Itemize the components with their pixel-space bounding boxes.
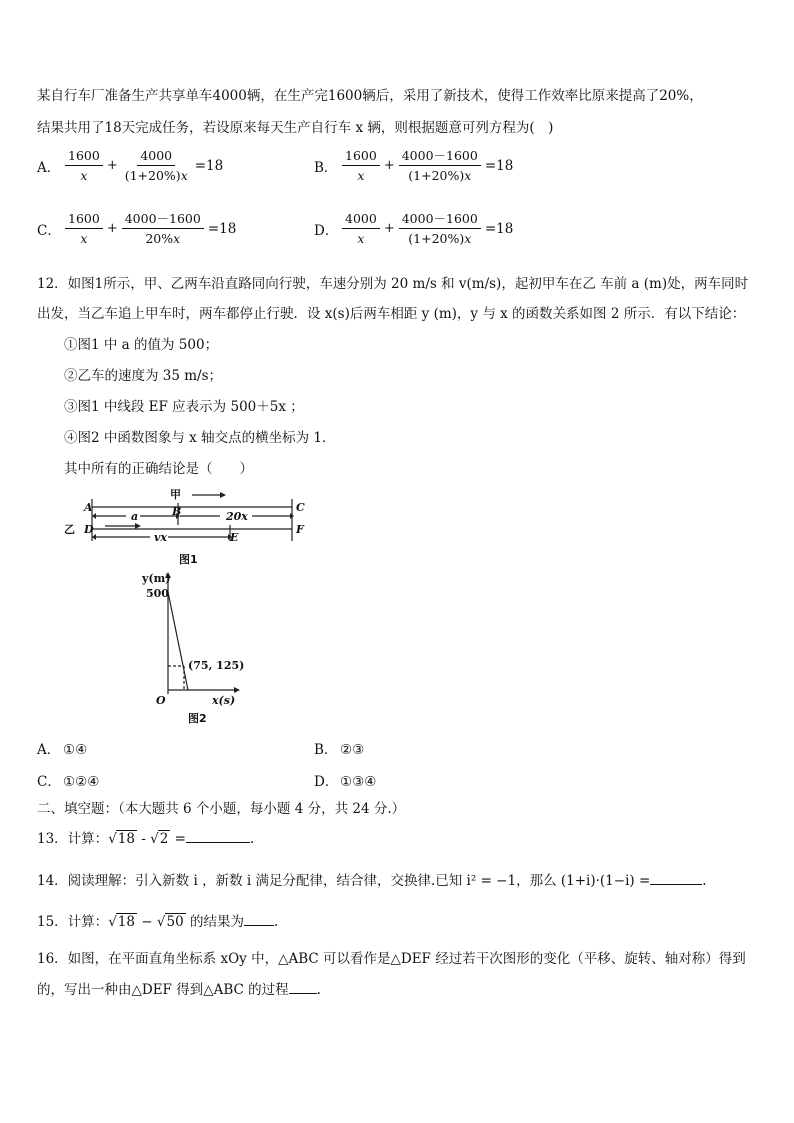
q12-line1: [37, 272, 748, 292]
sqrt-2: 2: [159, 831, 169, 847]
fraction: $\frac{4000-1600}{(1+20\%)x}$: [399, 148, 481, 183]
q12-option-a[interactable]: A． ①④: [37, 742, 88, 758]
fig1-caption: 图1: [179, 553, 198, 566]
point-label: (75, 125): [188, 659, 245, 672]
answer-blank[interactable]: [289, 979, 317, 994]
fraction: $\frac{4000}{x}$: [342, 211, 380, 246]
label-seg-20x: 20x: [226, 510, 248, 523]
option-label: D．: [314, 222, 339, 239]
answer-blank[interactable]: [650, 870, 702, 885]
q11-option-b[interactable]: B． $\frac{1600}{x}$ + $\frac{4000-1600}{(1+20\%)x}$ =18: [314, 148, 514, 183]
x-axis-label: x(s): [212, 694, 236, 707]
fraction: $\frac{1600}{x}$: [65, 148, 103, 183]
y-axis-label: y(m): [142, 572, 171, 585]
q16-line1: 16．如图，在平面直角坐标系 xOy 中，△ABC 可以看作是△DEF 经过若干次图形的变化（平移、旋转、轴对称）得到: [37, 951, 746, 967]
option-label: B．: [314, 159, 338, 176]
option-label: A．: [37, 159, 61, 176]
q13: 13．计算：√18 - √2 = .: [37, 827, 254, 847]
q12-option-b[interactable]: B． ②③: [314, 742, 365, 758]
fraction: $\frac{4000-1600}{20\%x}$: [122, 211, 204, 246]
q12-option-d[interactable]: D． ①③④: [314, 774, 377, 790]
q12-conclusion-3: ③图1 中线段 EF 应表示为 500＋5x ；: [64, 399, 304, 415]
q12-text-2: 出发，当乙车追上甲车时，两车都停止行驶．设 x(s)后两车相距 y (m)，y 与 x 的函数关系如图 2 所示．有以下结论：: [37, 306, 746, 322]
x-arrowhead: [234, 687, 240, 693]
q11-line2: [37, 116, 553, 136]
fig2-caption: 图2: [188, 712, 207, 725]
sqrt-18: 18: [117, 914, 135, 930]
label-yi: 乙: [64, 523, 75, 536]
label-jia: 甲: [170, 488, 181, 501]
fraction: $\frac{1600}{x}$: [65, 211, 103, 246]
figure-2: [140, 570, 250, 730]
q11-option-c[interactable]: C． $\frac{1600}{x}$ + $\frac{4000-1600}{20\%x}$ =18: [37, 211, 237, 246]
q12-conclusion-4: ④图2 中函数图象与 x 轴交点的横坐标为 1．: [64, 430, 336, 446]
option-label: C．: [37, 222, 61, 239]
answer-blank[interactable]: [244, 911, 274, 926]
q12-prompt: 其中所有的正确结论是（ ）: [64, 461, 253, 477]
arrowhead-jia: [220, 492, 226, 498]
label-seg-a: a: [131, 510, 139, 523]
q12-line2: [37, 302, 745, 322]
y-tick-500: 500: [146, 587, 169, 600]
sqrt-50: 50: [166, 914, 184, 930]
q12-option-c[interactable]: C． ①②④: [37, 774, 100, 790]
label-B: B: [172, 505, 182, 518]
q14: 14．阅读理解：引入新数 i ，新数 i 满足分配律，结合律，交换律.已知 i² = −1，那么 (1+i)·(1−i) = .: [37, 869, 707, 889]
q11-text-2: 结果共用了18天完成任务，若设原来每天生产自行车 x 辆，则根据题意可列方程为( ): [37, 120, 554, 136]
label-E: E: [230, 531, 239, 544]
label-D: D: [84, 523, 94, 536]
label-seg-vx: vx: [154, 531, 167, 544]
answer-blank[interactable]: [186, 828, 250, 843]
q11-option-d[interactable]: D． $\frac{4000}{x}$ + $\frac{4000-1600}{(1+20\%)x}$ =18: [314, 211, 514, 246]
q11-line1: [37, 84, 703, 104]
q12-text-1: 12．如图1所示，甲、乙两车沿直路同向行驶，车速分别为 20 m/s 和 v(m/s)，起初甲车在乙 车前 a (m)处，两车同时: [37, 276, 749, 292]
arrowhead-yi: [135, 523, 141, 529]
fraction: $\frac{4000}{(1+20\%)x}$: [124, 148, 188, 183]
graph-line: [168, 592, 188, 690]
label-F: F: [296, 523, 304, 536]
figure-1: [60, 485, 320, 569]
q12-conclusion-2: ②乙车的速度为 35 m/s；: [64, 368, 223, 384]
q15: 15．计算：√18 − √50 的结果为 .: [37, 910, 278, 930]
sqrt-18: 18: [117, 831, 135, 847]
q11-option-a[interactable]: A． $\frac{1600}{x}$ + $\frac{4000}{(1+20\%)x}$ =18: [37, 148, 224, 183]
q11-text-1: 某自行车厂准备生产共享单车4000辆，在生产完1600辆后，采用了新技术，使得工作效率比原来提高了20%，: [37, 88, 703, 104]
label-C: C: [296, 501, 305, 514]
q12-conclusion-1: ①图1 中 a 的值为 500；: [64, 337, 219, 353]
fraction: $\frac{4000-1600}{(1+20\%)x}$: [399, 211, 481, 246]
fraction: $\frac{1600}{x}$: [342, 148, 380, 183]
section-2-heading: 二、填空题：（本大题共 6 个小题，每小题 4 分，共 24 分.）: [37, 801, 406, 817]
origin-label: O: [156, 694, 166, 707]
label-A: A: [84, 501, 93, 514]
q16-line2: 的，写出一种由△DEF 得到△ABC 的过程 .: [37, 978, 321, 998]
